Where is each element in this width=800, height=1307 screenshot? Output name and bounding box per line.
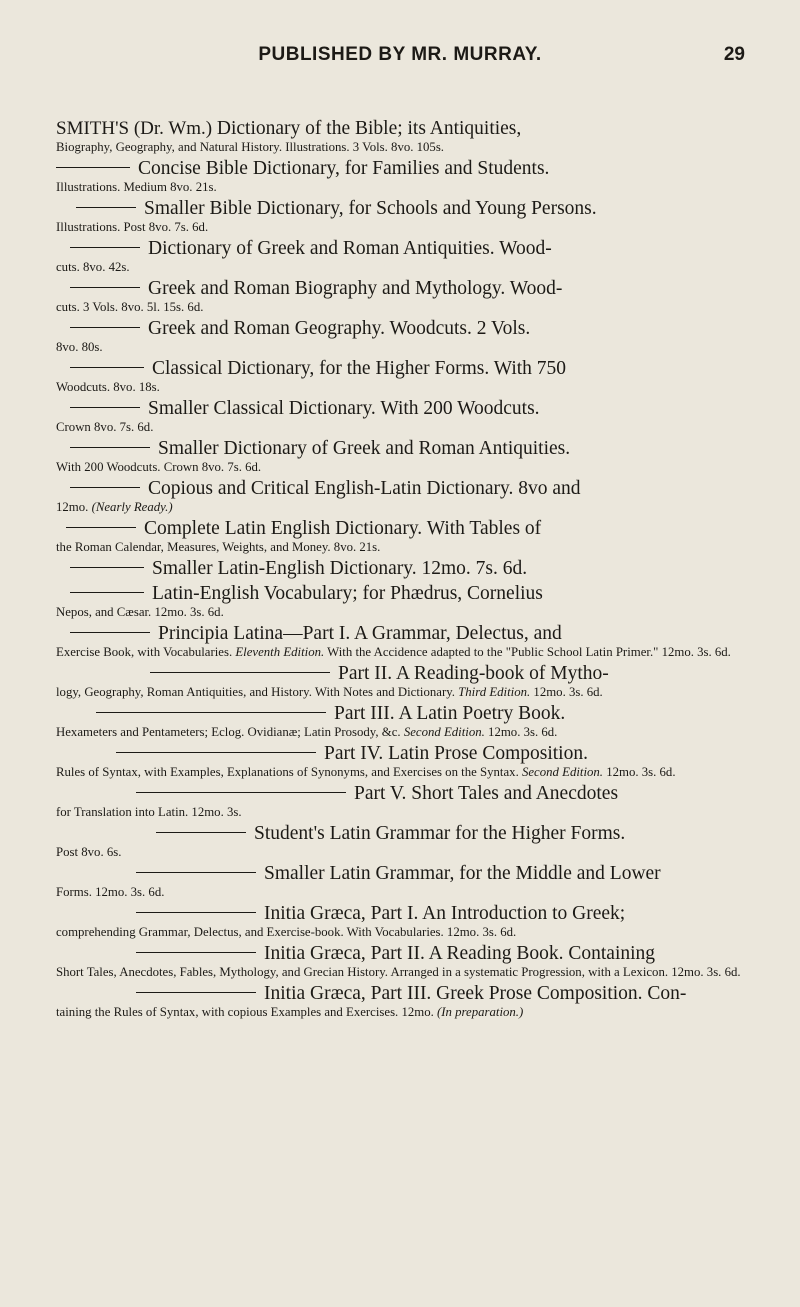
entry-title: Part II. A Reading-book of Mytho- bbox=[338, 663, 609, 684]
ditto-rule bbox=[70, 407, 140, 408]
entry-details: 12mo. (Nearly Ready.) bbox=[56, 500, 173, 514]
ditto-rule bbox=[70, 487, 140, 488]
catalogue-entry bbox=[56, 903, 756, 940]
entry-details: With 200 Woodcuts. Crown 8vo. 7s. 6d. bbox=[56, 460, 262, 474]
entry-headline bbox=[56, 743, 756, 765]
entry-headline bbox=[56, 358, 756, 380]
catalogue-entry bbox=[56, 663, 756, 700]
entry-headline bbox=[56, 118, 756, 140]
entry-headline bbox=[56, 863, 756, 885]
entry-details: taining the Rules of Syntax, with copious Examples and Exercises. 12mo. (In preparation.) bbox=[56, 1005, 524, 1019]
catalogue-entry bbox=[56, 518, 756, 555]
entry-headline bbox=[56, 438, 756, 460]
ditto-rule bbox=[70, 592, 144, 593]
entry-details: Woodcuts. 8vo. 18s. bbox=[56, 380, 160, 394]
entry-title: Part III. A Latin Poetry Book. bbox=[334, 703, 566, 724]
page-header bbox=[0, 44, 800, 74]
catalogue-entry bbox=[56, 743, 756, 780]
author-name: SMITH'S (Dr. Wm.) bbox=[56, 118, 217, 139]
entry-details: logy, Geography, Roman Antiquities, and History. With Notes and Dictionary. Third Edition. 12mo. 3s. 6d. bbox=[56, 685, 603, 699]
entry-title: Dictionary of the Bible; its Antiquities, bbox=[216, 118, 522, 139]
ditto-rule bbox=[96, 712, 326, 713]
ditto-rule bbox=[56, 167, 130, 168]
catalogue-entry bbox=[56, 558, 756, 580]
entry-details: for Translation into Latin. 12mo. 3s. bbox=[56, 805, 242, 819]
catalogue-entry bbox=[56, 158, 756, 195]
entry-headline bbox=[56, 703, 756, 725]
entry-details: Rules of Syntax, with Examples, Explanations of Synonyms, and Exercises on the Syntax. Second Edition. 12mo. 3s. 6d. bbox=[56, 765, 676, 779]
entry-title: Initia Græca, Part II. A Reading Book. Containing bbox=[264, 943, 656, 964]
entry-details: Nepos, and Cæsar. 12mo. 3s. 6d. bbox=[56, 605, 224, 619]
entry-details: Post 8vo. 6s. bbox=[56, 845, 122, 859]
entry-headline bbox=[56, 663, 756, 685]
ditto-rule bbox=[136, 912, 256, 913]
ditto-rule bbox=[66, 527, 136, 528]
catalogue-entry bbox=[56, 783, 756, 820]
entry-headline bbox=[56, 823, 756, 845]
catalogue-entry bbox=[56, 198, 756, 235]
entry-title: Smaller Classical Dictionary. With 200 Woodcuts. bbox=[148, 398, 540, 419]
ditto-rule bbox=[150, 672, 330, 673]
ditto-rule bbox=[76, 207, 136, 208]
catalogue-entry bbox=[56, 583, 756, 620]
entry-title: Initia Græca, Part III. Greek Prose Composition. Con- bbox=[264, 983, 687, 1004]
entry-details: the Roman Calendar, Measures, Weights, and Money. 8vo. 21s. bbox=[56, 540, 381, 554]
entry-title: Smaller Latin-English Dictionary. 12mo. 7s. 6d. bbox=[152, 558, 528, 579]
ditto-rule bbox=[70, 327, 140, 328]
catalogue-entry bbox=[56, 438, 756, 475]
entry-title: Smaller Bible Dictionary, for Schools and Young Persons. bbox=[144, 198, 597, 219]
catalogue-entry bbox=[56, 983, 756, 1020]
entry-details: Exercise Book, with Vocabularies. Eleventh Edition. With the Accidence adapted to the "Public School Latin Primer." 12mo. 3s. 6d. bbox=[56, 645, 731, 659]
ditto-rule bbox=[136, 792, 346, 793]
catalogue-entry bbox=[56, 118, 756, 155]
ditto-rule bbox=[70, 287, 140, 288]
catalogue-entry bbox=[56, 478, 756, 515]
entry-title: Greek and Roman Biography and Mythology. Wood- bbox=[148, 278, 563, 299]
ditto-rule bbox=[136, 952, 256, 953]
catalogue-entry bbox=[56, 238, 756, 275]
entry-title: Concise Bible Dictionary, for Families and Students. bbox=[138, 158, 550, 179]
entry-title: Part IV. Latin Prose Composition. bbox=[324, 743, 588, 764]
entry-headline bbox=[56, 943, 756, 965]
entry-headline bbox=[56, 983, 756, 1005]
catalogue-entry bbox=[56, 318, 756, 355]
catalogue-list bbox=[56, 118, 756, 1023]
entry-details: cuts. 8vo. 42s. bbox=[56, 260, 130, 274]
entry-title: Classical Dictionary, for the Higher Forms. With 750 bbox=[152, 358, 567, 379]
catalogue-entry bbox=[56, 623, 756, 660]
entry-headline bbox=[56, 558, 756, 580]
catalogue-entry bbox=[56, 863, 756, 900]
entry-title: Latin-English Vocabulary; for Phædrus, Cornelius bbox=[152, 583, 543, 604]
catalogue-entry bbox=[56, 823, 756, 860]
entry-headline bbox=[56, 278, 756, 300]
entry-title: Principia Latina—Part I. A Grammar, Delectus, and bbox=[158, 623, 562, 644]
entry-title: Copious and Critical English-Latin Dictionary. 8vo and bbox=[148, 478, 581, 499]
ditto-rule bbox=[70, 247, 140, 248]
ditto-rule bbox=[136, 992, 256, 993]
catalogue-entry bbox=[56, 278, 756, 315]
ditto-rule bbox=[70, 632, 150, 633]
entry-headline bbox=[56, 158, 756, 180]
entry-details: Hexameters and Pentameters; Eclog. Ovidianæ; Latin Prosody, &c. Second Edition. 12mo. 3s. 6d. bbox=[56, 725, 558, 739]
entry-headline bbox=[56, 783, 756, 805]
ditto-rule bbox=[156, 832, 246, 833]
entry-headline bbox=[56, 518, 756, 540]
entry-title: Smaller Dictionary of Greek and Roman Antiquities. bbox=[158, 438, 571, 459]
entry-details: cuts. 3 Vols. 8vo. 5l. 15s. 6d. bbox=[56, 300, 204, 314]
ditto-rule bbox=[70, 367, 144, 368]
entry-headline bbox=[56, 583, 756, 605]
entry-title: Part V. Short Tales and Anecdotes bbox=[354, 783, 619, 804]
page-number: 29 bbox=[723, 44, 745, 65]
entry-title: Dictionary of Greek and Roman Antiquities. Wood- bbox=[148, 238, 552, 259]
entry-details: Illustrations. Post 8vo. 7s. 6d. bbox=[56, 220, 209, 234]
entry-headline bbox=[56, 478, 756, 500]
ditto-rule bbox=[136, 872, 256, 873]
entry-headline bbox=[56, 623, 756, 645]
entry-title: Smaller Latin Grammar, for the Middle and Lower bbox=[264, 863, 661, 884]
entry-headline bbox=[56, 238, 756, 260]
entry-details: Forms. 12mo. 3s. 6d. bbox=[56, 885, 165, 899]
catalogue-entry bbox=[56, 943, 756, 980]
entry-details: Biography, Geography, and Natural History. Illustrations. 3 Vols. 8vo. 105s. bbox=[56, 140, 445, 154]
entry-details: 8vo. 80s. bbox=[56, 340, 103, 354]
ditto-rule bbox=[116, 752, 316, 753]
entry-headline bbox=[56, 398, 756, 420]
entry-headline bbox=[56, 318, 756, 340]
catalogue-entry bbox=[56, 703, 756, 740]
entry-details: Short Tales, Anecdotes, Fables, Mythology, and Grecian History. Arranged in a systematic Progression, with a Lexicon. 12mo. 3s. 6d. bbox=[56, 965, 741, 979]
entry-title: Greek and Roman Geography. Woodcuts. 2 Vols. bbox=[148, 318, 531, 339]
entry-title: Initia Græca, Part I. An Introduction to Greek; bbox=[264, 903, 626, 924]
running-title: PUBLISHED BY MR. MURRAY. bbox=[258, 44, 542, 65]
entry-headline bbox=[56, 198, 756, 220]
entry-details: Crown 8vo. 7s. 6d. bbox=[56, 420, 154, 434]
entry-headline bbox=[56, 903, 756, 925]
catalogue-entry bbox=[56, 358, 756, 395]
ditto-rule bbox=[70, 567, 144, 568]
entry-title: Complete Latin English Dictionary. With Tables of bbox=[144, 518, 542, 539]
entry-details: comprehending Grammar, Delectus, and Exercise-book. With Vocabularies. 12mo. 3s. 6d. bbox=[56, 925, 517, 939]
ditto-rule bbox=[70, 447, 150, 448]
entry-title: Student's Latin Grammar for the Higher Forms. bbox=[254, 823, 626, 844]
catalogue-entry bbox=[56, 398, 756, 435]
entry-details: Illustrations. Medium 8vo. 21s. bbox=[56, 180, 217, 194]
